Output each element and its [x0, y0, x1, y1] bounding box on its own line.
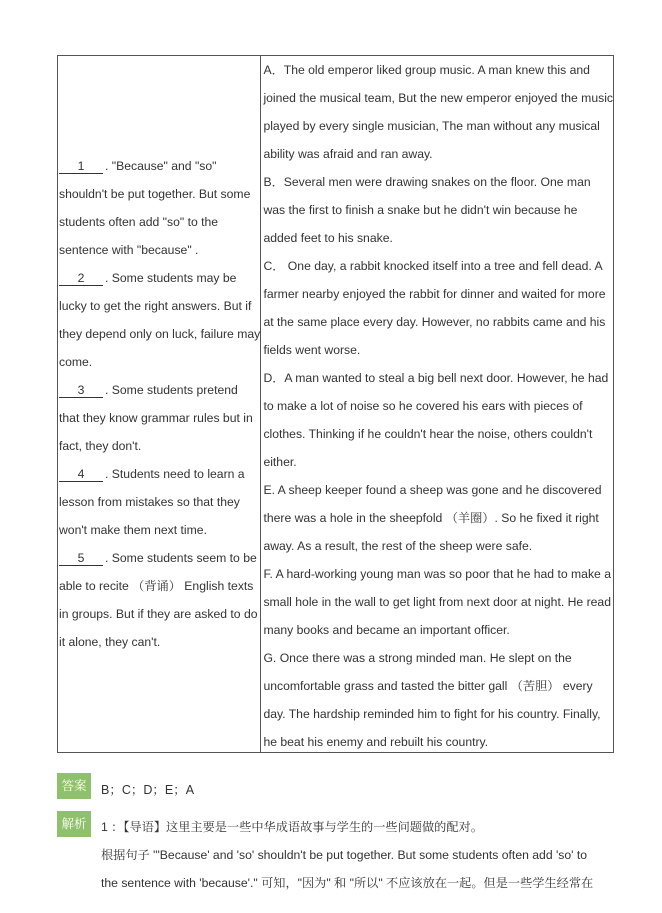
- question-line: [58, 544, 260, 572]
- option-line: A．The old emperor liked group music. A man knew this and: [263, 63, 590, 77]
- question-line: [58, 404, 260, 432]
- question-text: . "Because" and "so": [105, 159, 217, 173]
- option-line: D．A man wanted to steal a big bell next door. However, he had: [263, 371, 609, 385]
- question-line: [58, 376, 260, 404]
- answer-blank[interactable]: 2: [59, 272, 103, 286]
- analysis-tag: 解析: [57, 811, 91, 837]
- question-text: that they know grammar rules but in: [59, 411, 253, 425]
- option-line: joined the musical team, But the new emperor enjoyed the music: [263, 91, 613, 105]
- question-text: . Some students may be: [105, 271, 237, 285]
- question-text: . Some students pretend: [105, 383, 238, 397]
- answer-blank[interactable]: 5: [59, 552, 103, 566]
- analysis-line: the sentence with 'because'." 可知，"因为" 和 "所以" 不应该放在一起。但是一些学生经常在: [101, 876, 594, 890]
- options-column: [261, 56, 613, 752]
- option-line: fields went worse.: [263, 343, 361, 357]
- answer-blank[interactable]: 4: [59, 468, 103, 482]
- question-text: won't make them next time.: [59, 523, 207, 537]
- option-line: away. As a result, the rest of the sheep were safe.: [263, 539, 533, 553]
- question-text: it alone, they can't.: [59, 635, 161, 649]
- question-text: come.: [59, 355, 93, 369]
- analysis-line: 根据句子 "'Because' and 'so' shouldn't be put together. But some students often add 'so' to: [101, 848, 588, 862]
- question-line: [58, 460, 260, 488]
- question-text: able to recite （背诵） English texts: [59, 579, 254, 593]
- option-line: he beat his enemy and rebuilt his country.: [263, 735, 489, 749]
- option-line: many books and became an important officer.: [263, 623, 510, 637]
- question-line: [58, 432, 260, 460]
- answer-blank[interactable]: 1: [59, 160, 103, 174]
- question-text: fact, they don't.: [59, 439, 142, 453]
- question-line: [58, 488, 260, 516]
- option-line: was the first to finish a snake but he didn't win because he: [263, 203, 578, 217]
- option-line: C． One day, a rabbit knocked itself into a tree and fell dead. A: [263, 259, 603, 273]
- answer-text: B；C；D；E；A: [101, 783, 195, 797]
- option-line: either.: [263, 455, 297, 469]
- question-text: they depend only on luck, failure may: [59, 327, 261, 341]
- matching-table: [57, 55, 614, 753]
- option-line: day. The hardship reminded him to fight for his country. Finally,: [263, 707, 601, 721]
- option-line: ability was afraid and ran away.: [263, 147, 433, 161]
- option-line: G. Once there was a strong minded man. He slept on the: [263, 651, 572, 665]
- question-line: [58, 320, 260, 348]
- question-text: shouldn't be put together. But some: [59, 187, 251, 201]
- question-line: [58, 572, 260, 600]
- option-line: uncomfortable grass and tasted the bitter gall （苦胆） every: [263, 679, 593, 693]
- question-line: [58, 264, 260, 292]
- question-line: [58, 628, 260, 656]
- option-line: played by every single musician, The man without any musical: [263, 119, 600, 133]
- analysis-line: 1 ：【导语】这里主要是一些中华成语故事与学生的一些问题做的配对。: [101, 820, 483, 834]
- question-line: [58, 180, 260, 208]
- option-line: B．Several men were drawing snakes on the floor. One man: [263, 175, 591, 189]
- option-line: clothes. Thinking if he couldn't hear the noise, others couldn't: [263, 427, 593, 441]
- questions-column: [58, 56, 261, 752]
- question-line: [58, 516, 260, 544]
- option-line: added feet to his snake.: [263, 231, 393, 245]
- option-line: there was a hole in the sheepfold （羊圈）. So he fixed it right: [263, 511, 599, 525]
- question-line: [58, 152, 260, 180]
- question-line: [58, 600, 260, 628]
- question-text: lesson from mistakes so that they: [59, 495, 240, 509]
- option-line: farmer nearby enjoyed the rabbit for dinner and waited for more: [263, 287, 606, 301]
- question-line: [58, 236, 260, 264]
- question-text: sentence with "because" .: [59, 243, 199, 257]
- option-line: small hole in the wall to get light from next door at night. He read: [263, 595, 611, 609]
- question-text: . Students need to learn a: [105, 467, 245, 481]
- question-text: lucky to get the right answers. But if: [59, 299, 252, 313]
- option-line: at the same place every day. However, no rabbits came and his: [263, 315, 606, 329]
- option-line: F. A hard-working young man was so poor that he had to make a: [263, 567, 611, 581]
- question-line: [58, 292, 260, 320]
- question-line: [58, 208, 260, 236]
- option-line: to make a lot of noise so he covered his ears with pieces of: [263, 399, 583, 413]
- question-text: . Some students seem to be: [105, 551, 257, 565]
- option-line: E. A sheep keeper found a sheep was gone and he discovered: [263, 483, 602, 497]
- answer-tag: 答案: [57, 773, 91, 799]
- answer-blank[interactable]: 3: [59, 384, 103, 398]
- question-text: students often add "so" to the: [59, 215, 219, 229]
- question-line: [58, 348, 260, 376]
- question-text: in groups. But if they are asked to do: [59, 607, 258, 621]
